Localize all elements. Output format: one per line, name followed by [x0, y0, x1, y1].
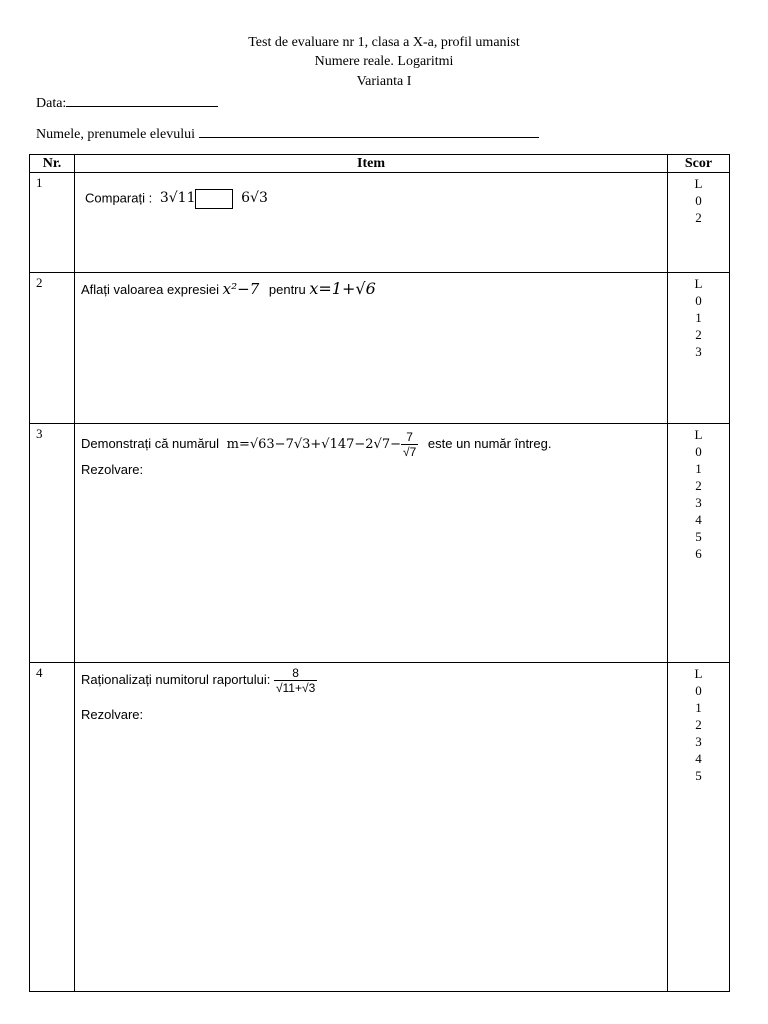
item-cell: [75, 273, 668, 424]
score-value: L: [694, 276, 703, 291]
name-line: [36, 123, 539, 143]
header-nr: Nr.: [30, 155, 75, 173]
question-text: Raționalizați numitorul raportului:: [81, 671, 271, 687]
score-value: 3: [695, 495, 702, 510]
document-subtitle: Numere reale. Logaritmi: [314, 54, 454, 69]
row-number: 4: [30, 663, 75, 992]
score-value: 2: [695, 478, 702, 493]
row-number: 2: [30, 273, 75, 424]
score-value: 5: [695, 768, 702, 783]
score-cell: [668, 424, 730, 663]
name-label: Numele, prenumele elevului: [36, 127, 195, 142]
item-cell: [75, 173, 668, 273]
item-cell: [75, 424, 668, 663]
score-value: 6: [695, 546, 702, 561]
score-value: 2: [695, 327, 702, 342]
document-variant: Varianta I: [356, 74, 412, 89]
fraction-denominator: √11+√3: [275, 681, 316, 695]
score-value: 5: [695, 529, 702, 544]
score-value: 1: [695, 700, 702, 715]
score-value: 1: [695, 461, 702, 476]
items-table: [29, 154, 730, 992]
name-blank[interactable]: [199, 123, 539, 138]
date-blank[interactable]: [66, 92, 218, 107]
question-4: [81, 666, 317, 695]
question-1: [85, 189, 268, 209]
header-scor: Scor: [668, 155, 730, 173]
score-value: L: [694, 176, 703, 191]
answer-box[interactable]: [195, 189, 233, 209]
score-value: 4: [695, 751, 702, 766]
math-left: 3√11: [159, 190, 196, 207]
row-number: 3: [30, 424, 75, 663]
math-fraction: [401, 430, 418, 459]
score-cell: [668, 273, 730, 424]
question-text-2: pentru: [268, 282, 306, 297]
rezolvare-label: Rezolvare:: [81, 707, 144, 722]
header-item: Item: [75, 155, 668, 173]
table-row: [30, 173, 730, 273]
question-3: [81, 430, 551, 459]
score-value: L: [694, 666, 703, 681]
score-value: 0: [695, 293, 702, 308]
score-value: 0: [695, 193, 702, 208]
table-row: [30, 424, 730, 663]
score-cell: [668, 173, 730, 273]
item-cell: [75, 663, 668, 992]
score-value: 2: [695, 210, 702, 225]
math-value: x=1+√6: [309, 279, 376, 298]
question-2: [81, 279, 376, 298]
row-number: 1: [30, 173, 75, 273]
score-value: 0: [695, 683, 702, 698]
question-text: Comparați :: [85, 190, 153, 206]
math-fraction: [274, 666, 317, 695]
table-row: [30, 273, 730, 424]
question-text: Aflați valoarea expresiei: [81, 282, 220, 297]
date-label: Data:: [36, 96, 67, 111]
fraction-numerator: 8: [274, 666, 317, 681]
question-text-2: este un număr întreg.: [427, 435, 552, 451]
fraction-denominator: √7: [403, 445, 417, 459]
score-value: 2: [695, 717, 702, 732]
score-value: 3: [695, 734, 702, 749]
rezolvare-label: Rezolvare:: [81, 462, 144, 477]
math-expression: x²−7: [222, 280, 260, 298]
date-line: [36, 92, 218, 112]
document-title: Test de evaluare nr 1, clasa a X-a, profil umanist: [248, 35, 520, 50]
table-row: [30, 663, 730, 992]
score-value: 1: [695, 310, 702, 325]
score-value: L: [694, 427, 703, 442]
score-cell: [668, 663, 730, 992]
math-expression: m=√63−7√3+√147−2√7−: [226, 436, 401, 452]
math-right: 6√3: [241, 190, 268, 207]
question-text: Demonstrați că numărul: [81, 435, 219, 451]
score-value: 4: [695, 512, 702, 527]
fraction-numerator: 7: [401, 430, 418, 445]
score-value: 0: [695, 444, 702, 459]
score-value: 3: [695, 344, 702, 359]
table-header-row: [30, 155, 730, 173]
